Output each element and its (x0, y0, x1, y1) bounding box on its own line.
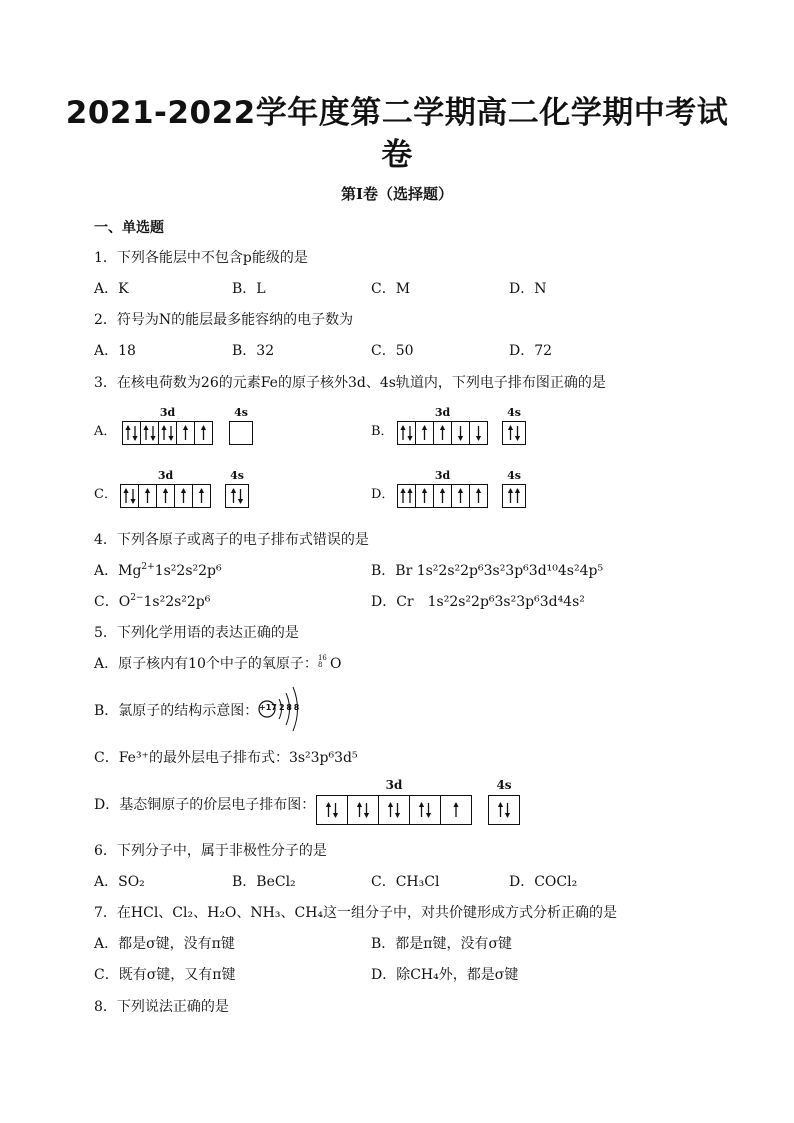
section-heading: 一、单选题 (94, 220, 164, 236)
q6-option-a: A．SO₂ (94, 874, 145, 890)
spin-up-arrow (145, 488, 150, 503)
orbital-box (379, 796, 410, 824)
orbital-box (141, 422, 159, 444)
q4-option-c: C．$O^{2-}1s^22s^22p^6$ (94, 593, 211, 610)
q3-option-a-diagram: 3d 4s (122, 421, 267, 445)
spin-down-arrow (130, 489, 135, 504)
q3-option-c-label: C． (94, 487, 117, 502)
question-8-stem: 8．下列说法正确的是 (94, 999, 229, 1015)
spin-up-arrow (326, 802, 331, 817)
spin-up-arrow (422, 425, 427, 440)
spin-down-arrow (333, 803, 338, 818)
question-6-stem: 6．下列分子中，属于非极性分子的是 (94, 843, 327, 859)
orbital-box (434, 422, 452, 444)
orbital-box (470, 485, 487, 507)
q2-option-b: B．32 (232, 343, 275, 359)
spin-up-arrow (476, 488, 481, 503)
copper-valence-diagram: 3d 4s (316, 795, 534, 825)
spin-up-arrow (498, 802, 503, 817)
q3-option-b-diagram: 3d 4s (397, 421, 540, 445)
orbital-box (452, 422, 470, 444)
question-1-stem: 1．下列各能层中不包含p能级的是 (94, 250, 308, 266)
spin-down-arrow (505, 803, 510, 818)
q3-option-d-label: D． (371, 487, 395, 502)
q3-option-c-diagram: 3d 4s (120, 484, 263, 508)
q5-option-b: B．氯原子的结构示意图： (94, 703, 259, 719)
spin-up-arrow (440, 425, 445, 440)
spin-up-arrow (181, 488, 186, 503)
q1-option-b: B．L (232, 281, 266, 297)
spin-up-arrow (419, 802, 424, 817)
orbital-box (470, 422, 487, 444)
spin-up-arrow (125, 425, 130, 440)
spin-down-arrow (426, 803, 431, 818)
spin-down-arrow (238, 489, 243, 504)
spin-down-arrow (168, 426, 173, 441)
question-3-stem: 3．在核电荷数为26的元素Fe的原子核外3d、4s轨道内，下列电子排布图正确的是 (94, 375, 606, 391)
q4-option-b: B．Br 1s²2s²2p⁶3s²3p⁶3d¹⁰4s²4p⁵ (371, 563, 604, 579)
spin-up-arrow (357, 802, 362, 817)
spin-up-arrow (407, 488, 412, 503)
q1-option-c: C．M (371, 281, 411, 297)
spin-up-arrow (515, 488, 520, 503)
orbital-box (195, 422, 212, 444)
oxygen-isotope-notation: 16 8 (317, 654, 327, 669)
spin-down-arrow (476, 426, 481, 441)
q5-option-d: D．基态铜原子的价层电子排布图： (94, 797, 316, 813)
orbital-box (441, 796, 471, 824)
orbital-box (416, 485, 434, 507)
spin-up-arrow (508, 425, 513, 440)
orbital-box (416, 422, 434, 444)
q6-option-d: D．COCl₂ (509, 874, 578, 890)
spin-down-arrow (132, 426, 137, 441)
exam-title: 2021-2022学年度第二学期高二化学期中考试卷 (65, 95, 729, 173)
spin-up-arrow (453, 802, 458, 817)
orbital-box (398, 485, 416, 507)
q3-option-d-diagram: 3d 4s (397, 484, 540, 508)
orbital-box (159, 422, 177, 444)
question-5-stem: 5．下列化学用语的表达正确的是 (94, 625, 299, 641)
question-7-stem: 7．在HCl、Cl₂、H₂O、NH₃、CH₄这一组分子中，对共价键形成方式分析正确的是 (94, 905, 618, 921)
q7-option-c: C．既有σ键，又有π键 (94, 967, 236, 983)
orbital-box (139, 485, 157, 507)
orbital-box (348, 796, 379, 824)
spin-down-arrow (395, 803, 400, 818)
q7-option-d: D．除CH₄外，都是σ键 (371, 967, 519, 983)
q7-option-a: A．都是σ键，没有π键 (94, 936, 235, 952)
spin-up-arrow (400, 488, 405, 503)
q1-option-d: D．N (509, 281, 547, 297)
spin-up-arrow (161, 425, 166, 440)
orbital-box (503, 422, 525, 444)
orbital-box (177, 422, 195, 444)
spin-up-arrow (388, 802, 393, 817)
q6-option-b: B．BeCl₂ (232, 874, 296, 890)
q7-option-b: B．都是π键，没有σ键 (371, 936, 513, 952)
q2-option-a: A．18 (94, 343, 136, 359)
orbital-box (489, 796, 519, 824)
q3-option-a-label: A． (94, 424, 117, 439)
spin-up-arrow (183, 425, 188, 440)
orbital-box (434, 485, 452, 507)
spin-up-arrow (201, 425, 206, 440)
spin-up-arrow (231, 488, 236, 503)
volume-subtitle: 第I卷（选择题） (340, 185, 454, 203)
orbital-box (410, 796, 441, 824)
orbital-box (317, 796, 348, 824)
spin-up-arrow (400, 425, 405, 440)
question-4-stem: 4．下列各原子或离子的电子排布式错误的是 (94, 532, 369, 548)
spin-down-arrow (515, 426, 520, 441)
q5-option-a: A．原子核内有10个中子的氧原子： 16 8 O (94, 654, 342, 672)
orbital-box (175, 485, 193, 507)
spin-up-arrow (440, 488, 445, 503)
spin-up-arrow (199, 488, 204, 503)
spin-down-arrow (364, 803, 369, 818)
spin-up-arrow (422, 488, 427, 503)
q6-option-c: C．CH₃Cl (371, 874, 440, 890)
q4-option-a: A．$Mg^{2+}1s^22s^22p^6$ (94, 562, 222, 579)
q2-option-d: D．72 (509, 343, 553, 359)
spin-up-arrow (163, 488, 168, 503)
spin-up-arrow (123, 488, 128, 503)
orbital-box (230, 422, 252, 444)
spin-up-arrow (143, 425, 148, 440)
spin-up-arrow (508, 488, 513, 503)
orbital-box (452, 485, 470, 507)
spin-up-arrow (458, 488, 463, 503)
orbital-box (193, 485, 210, 507)
q5-option-c: C．Fe³⁺的最外层电子排布式：3s²3p⁶3d⁵ (94, 750, 358, 766)
spin-down-arrow (407, 426, 412, 441)
q2-option-c: C．50 (371, 343, 414, 359)
question-2-stem: 2．符号为N的能层最多能容纳的电子数为 (94, 312, 354, 328)
orbital-box (503, 485, 525, 507)
orbital-box (157, 485, 175, 507)
chlorine-atom-structure-diagram: +17 2 8 8 (255, 681, 305, 737)
q4-option-d: D．Cr 1s²2s²2p⁶3s²3p⁶3d⁴4s² (371, 594, 585, 610)
spin-down-arrow (458, 426, 463, 441)
q1-option-a: A．K (94, 281, 129, 297)
q3-option-b-label: B． (371, 424, 394, 439)
orbital-box (123, 422, 141, 444)
orbital-box (398, 422, 416, 444)
orbital-box (226, 485, 248, 507)
spin-down-arrow (150, 426, 155, 441)
orbital-box (121, 485, 139, 507)
